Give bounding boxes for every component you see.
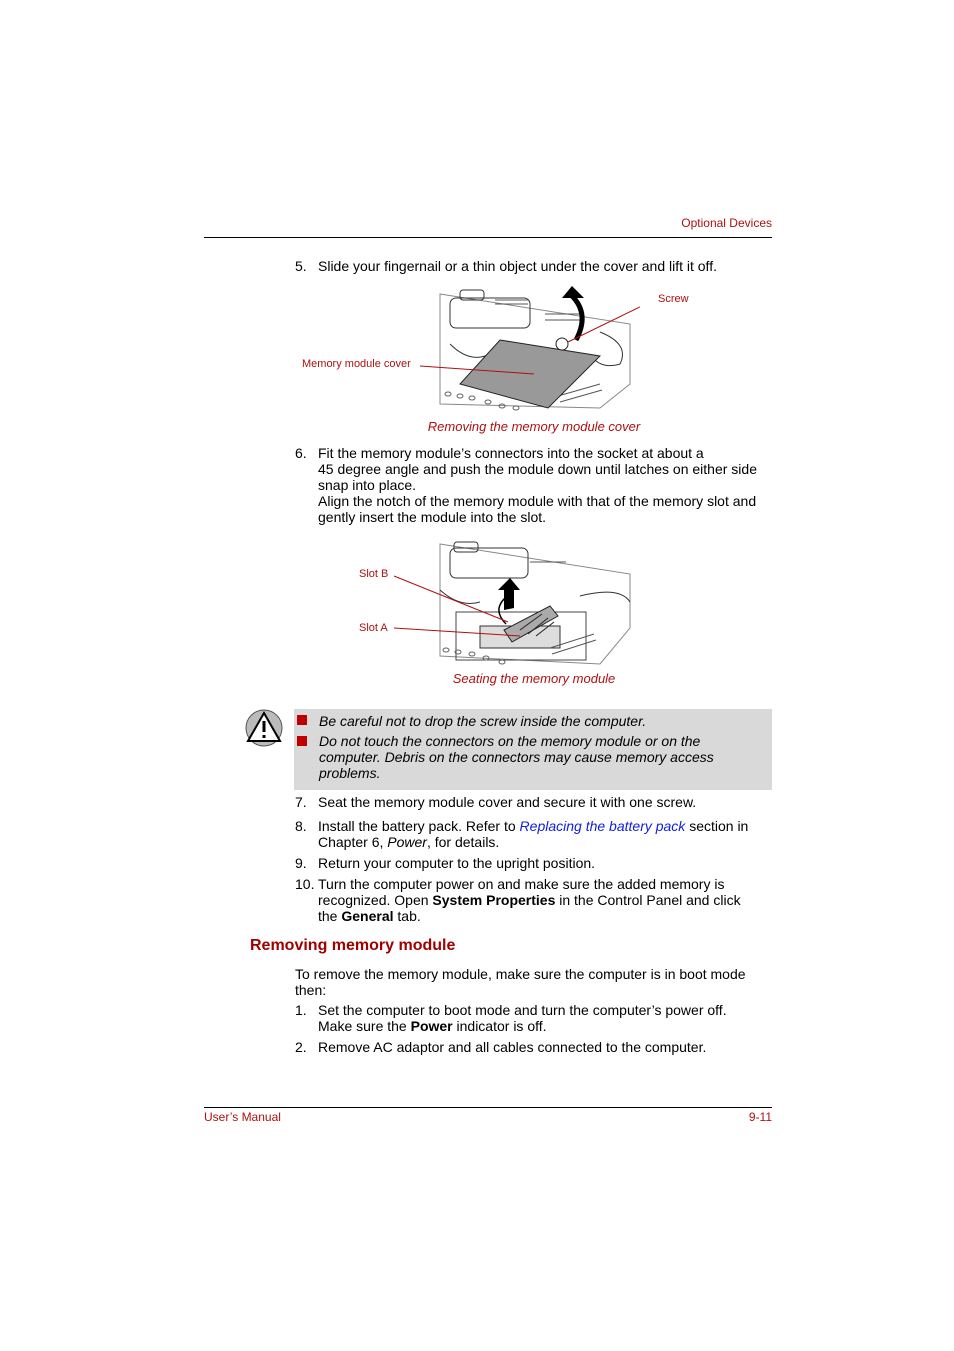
step-text-line: snap into place.	[318, 477, 417, 493]
step-text: Slide your fingernail or a thin object under the cover and lift it off.	[318, 258, 717, 274]
header-rule	[204, 237, 772, 238]
section-title: Removing memory module	[250, 937, 456, 954]
step-text: tab.	[393, 908, 421, 924]
ui-term: System Properties	[432, 892, 556, 908]
step-number: 7.	[295, 794, 307, 810]
caution-item	[319, 733, 759, 781]
step-text-line: Turn the computer power on and make sure the added memory is	[318, 876, 725, 892]
caution-box	[294, 709, 772, 790]
figure2-caption: Seating the memory module	[452, 671, 616, 686]
chapter-name: Power	[387, 834, 427, 850]
label-memory-module-cover: Memory module cover	[302, 358, 411, 370]
step-text: recognized. Open	[318, 892, 433, 908]
label-slot-a: Slot A	[359, 622, 388, 634]
section-step-2	[295, 1039, 773, 1055]
step-text: Return your computer to the upright position.	[318, 855, 596, 871]
replacing-battery-pack-link[interactable]: Replacing the battery pack	[519, 818, 686, 834]
step-text: Remove AC adaptor and all cables connected to the computer.	[318, 1039, 707, 1055]
footer-manual-title: User’s Manual	[204, 1110, 281, 1124]
step-text: in the Control Panel and click	[555, 892, 741, 908]
step-text: Chapter 6,	[318, 834, 388, 850]
caution-item: Be careful not to drop the screw inside the computer.	[319, 713, 647, 729]
label-slot-b: Slot B	[359, 568, 389, 580]
step-number: 2.	[295, 1039, 307, 1055]
step-text-line: 45 degree angle and push the module down until latches on either side	[318, 461, 757, 477]
step-text-line: Fit the memory module’s connectors into the socket at about a	[318, 445, 704, 461]
footer-rule	[204, 1107, 772, 1108]
step-text: Seat the memory module cover and secure it with one screw.	[318, 794, 697, 810]
running-header: Optional Devices	[681, 216, 772, 230]
ui-term: General	[341, 908, 394, 924]
step-text: indicator is off.	[452, 1018, 547, 1034]
step-text-line: Set the computer to boot mode and turn the computer’s power off.	[318, 1002, 727, 1018]
laptop-underside-drawing	[440, 542, 630, 664]
screw-icon	[556, 338, 568, 350]
caution-line: Do not touch the connectors on the memory module or on the	[319, 733, 701, 749]
step-number: 10.	[295, 876, 315, 892]
step-number: 9.	[295, 855, 307, 871]
section-intro	[295, 966, 773, 998]
label-screw: Screw	[658, 293, 689, 305]
figure-seat-module	[380, 538, 636, 672]
figure-remove-cover	[300, 284, 640, 416]
lift-arrow-icon	[572, 296, 582, 340]
step-9	[295, 855, 773, 871]
step-10	[295, 876, 773, 924]
caution-line: problems.	[319, 765, 381, 781]
step-number: 1.	[295, 1002, 307, 1018]
step-text: section in	[685, 818, 749, 834]
step-text: Install the battery pack. Refer to	[318, 818, 520, 834]
step-number: 5.	[295, 258, 307, 274]
step-number: 6.	[295, 445, 307, 461]
step-6	[295, 445, 773, 525]
bullet-icon	[297, 736, 307, 746]
intro-line: then:	[295, 982, 327, 998]
lift-arrowhead-icon	[562, 286, 584, 298]
figure1-caption: Removing the memory module cover	[427, 419, 641, 434]
intro-line: To remove the memory module, make sure the computer is in boot mode	[295, 966, 746, 982]
step-5	[295, 258, 773, 274]
step-number: 8.	[295, 818, 307, 834]
step-8	[295, 818, 773, 850]
step-7	[295, 794, 773, 810]
step-text: the	[318, 908, 342, 924]
bullet-icon	[297, 715, 307, 725]
step-text: , for details.	[426, 834, 500, 850]
ui-term: Power	[410, 1018, 453, 1034]
page-number: 9-11	[748, 1110, 772, 1124]
caution-icon	[244, 708, 284, 748]
step-text: Make sure the	[318, 1018, 411, 1034]
caution-line: computer. Debris on the connectors may cause memory access	[319, 749, 714, 765]
section-step-1	[295, 1002, 773, 1034]
step-text-line: Align the notch of the memory module with that of the memory slot and	[318, 493, 757, 509]
step-text-line: gently insert the module into the slot.	[318, 509, 547, 525]
